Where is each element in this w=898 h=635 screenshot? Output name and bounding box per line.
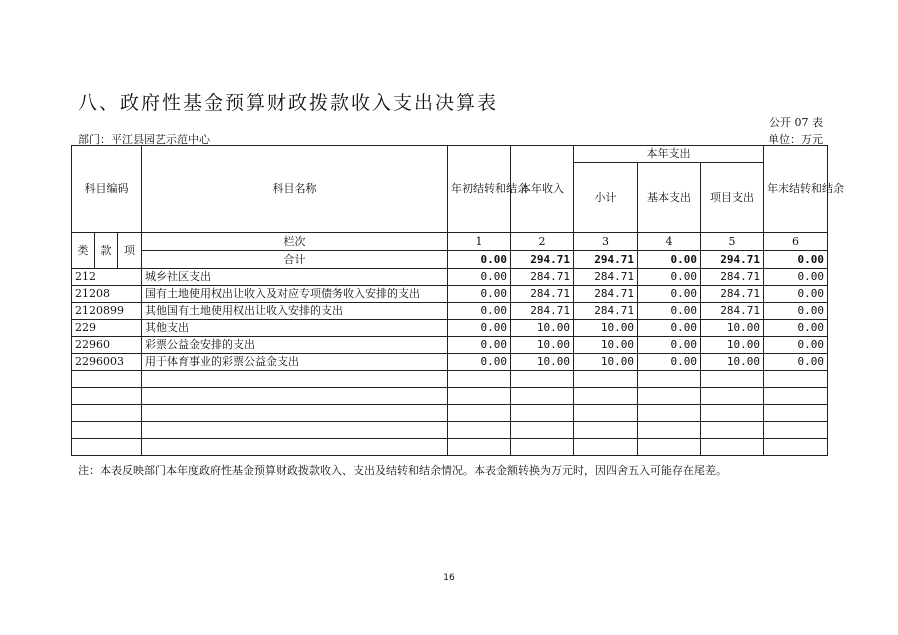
header-xiang: 项: [118, 233, 142, 269]
budget-table: [71, 145, 844, 456]
empty-row: [72, 371, 828, 388]
row-name: 其他国有土地使用权出让收入安排的支出: [142, 303, 448, 320]
header-project: 项目支出: [701, 163, 764, 233]
row-value: 0.00: [638, 337, 701, 354]
row-value: 0.00: [764, 286, 828, 303]
row-value: 10.00: [701, 337, 764, 354]
row-value: 10.00: [574, 337, 638, 354]
row-value: 10.00: [574, 320, 638, 337]
row-name: 彩票公益金安排的支出: [142, 337, 448, 354]
row-value: 284.71: [701, 269, 764, 286]
row-value: 0.00: [764, 303, 828, 320]
form-number: 公开 07 表: [769, 116, 823, 129]
header-expense-group: 本年支出: [574, 146, 764, 163]
row-name: 用于体育事业的彩票公益金支出: [142, 354, 448, 371]
total-label: 合计: [142, 251, 448, 269]
department-label: 部门：平江县园艺示范中心: [78, 133, 210, 146]
row-name: 城乡社区支出: [142, 269, 448, 286]
row-code: 229: [72, 320, 142, 337]
empty-row: [72, 439, 828, 456]
total-value: 294.71: [701, 251, 764, 269]
row-value: 0.00: [448, 320, 511, 337]
row-value: 10.00: [701, 354, 764, 371]
row-name: 国有土地使用权出让收入及对应专项债务收入安排的支出: [142, 286, 448, 303]
row-value: 0.00: [638, 269, 701, 286]
row-value: 284.71: [701, 286, 764, 303]
header-income: 本年收入: [511, 146, 574, 233]
col-number: 3: [574, 233, 638, 251]
row-value: 10.00: [511, 320, 574, 337]
table-row: [72, 354, 828, 371]
row-code: 2296003: [72, 354, 142, 371]
row-value: 10.00: [511, 337, 574, 354]
header-opening: 年初结转和结余: [448, 146, 511, 233]
row-name: 其他支出: [142, 320, 448, 337]
row-value: 284.71: [511, 286, 574, 303]
row-value: 0.00: [764, 354, 828, 371]
col-number: 1: [448, 233, 511, 251]
table-row: [72, 303, 828, 320]
table-row: [72, 320, 828, 337]
col-number: 2: [511, 233, 574, 251]
row-value: 0.00: [448, 354, 511, 371]
row-value: 0.00: [764, 269, 828, 286]
row-value: 0.00: [638, 320, 701, 337]
total-value: 0.00: [638, 251, 701, 269]
header-closing: 年末结转和结余: [764, 146, 828, 233]
row-value: 0.00: [448, 269, 511, 286]
row-value: 10.00: [701, 320, 764, 337]
row-value: 10.00: [574, 354, 638, 371]
col-number: 4: [638, 233, 701, 251]
row-value: 0.00: [638, 286, 701, 303]
row-code: 212: [72, 269, 142, 286]
header-code: 科目编码: [72, 146, 142, 233]
table-row: [72, 286, 828, 303]
row-value: 284.71: [574, 303, 638, 320]
row-value: 284.71: [574, 286, 638, 303]
total-value: 294.71: [511, 251, 574, 269]
table-note: 注：本表反映部门本年度政府性基金预算财政拨款收入、支出及结转和结余情况。本表金额转换为万元时，因四舍五入可能存在尾差。: [78, 464, 727, 477]
empty-row: [72, 422, 828, 439]
empty-row: [72, 405, 828, 422]
header-name: 科目名称: [142, 146, 448, 233]
empty-row: [72, 388, 828, 405]
col-number: 6: [764, 233, 828, 251]
row-value: 284.71: [511, 269, 574, 286]
row-code: 2120899: [72, 303, 142, 320]
total-value: 0.00: [448, 251, 511, 269]
unit-label: 单位：万元: [768, 133, 823, 146]
row-value: 284.71: [511, 303, 574, 320]
table-row: [72, 269, 828, 286]
page-number: 16: [443, 573, 455, 583]
row-value: 10.00: [511, 354, 574, 371]
col-number: 5: [701, 233, 764, 251]
table-row: [72, 337, 828, 354]
header-lanci: 栏次: [142, 233, 448, 251]
row-value: 0.00: [448, 286, 511, 303]
row-value: 0.00: [448, 337, 511, 354]
page-title: 八、政府性基金预算财政拨款收入支出决算表: [78, 92, 499, 114]
header-lei: 类: [72, 233, 95, 269]
row-value: 0.00: [764, 337, 828, 354]
row-value: 0.00: [448, 303, 511, 320]
header-subtotal: 小计: [574, 163, 638, 233]
row-code: 21208: [72, 286, 142, 303]
row-value: 284.71: [574, 269, 638, 286]
header-kuan: 款: [95, 233, 118, 269]
total-value: 294.71: [574, 251, 638, 269]
row-value: 0.00: [638, 354, 701, 371]
row-code: 22960: [72, 337, 142, 354]
row-value: 0.00: [638, 303, 701, 320]
row-value: 284.71: [701, 303, 764, 320]
header-basic: 基本支出: [638, 163, 701, 233]
row-value: 0.00: [764, 320, 828, 337]
total-value: 0.00: [764, 251, 828, 269]
